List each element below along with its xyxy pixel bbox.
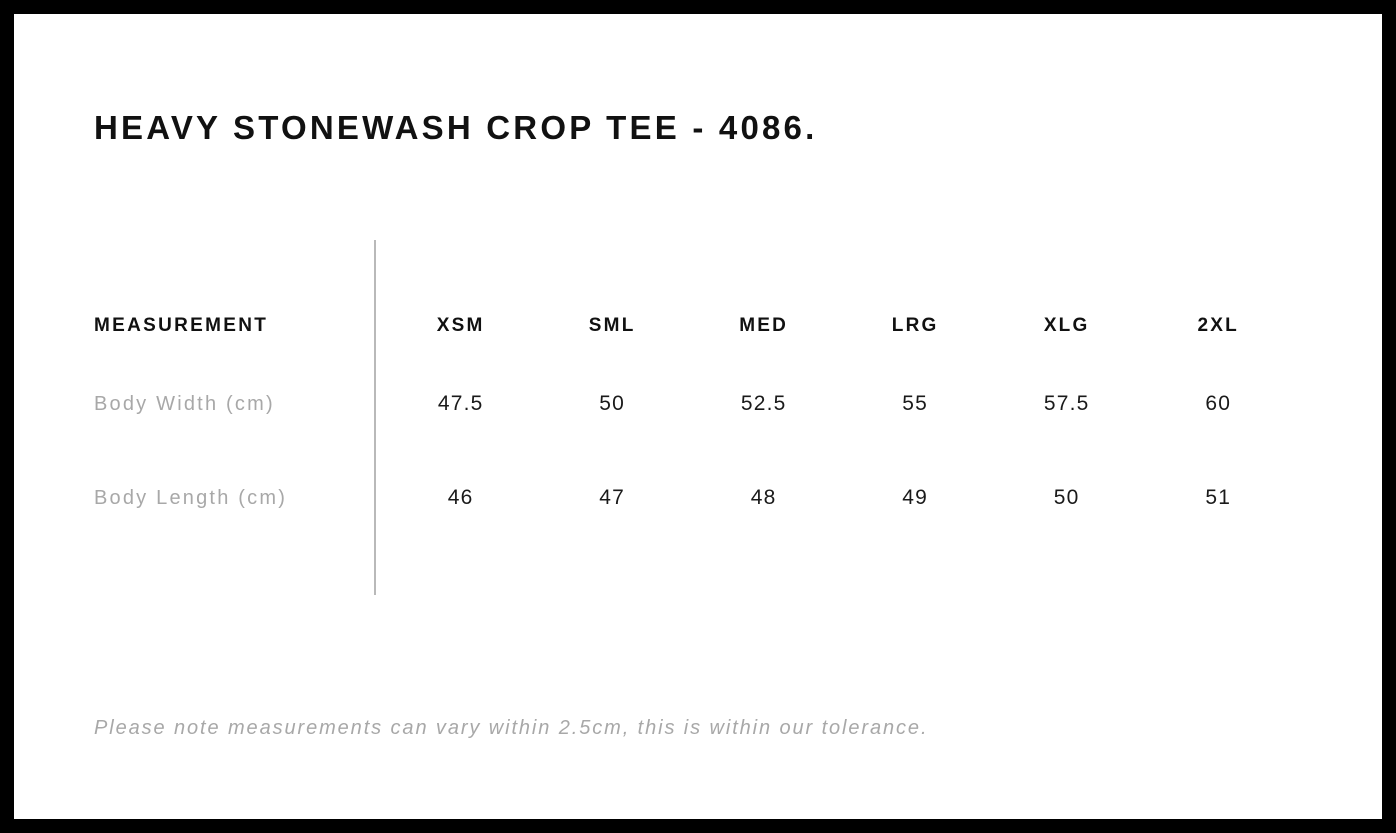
table-row [94, 357, 1294, 451]
column-header-size-xsm: XSM [436, 315, 485, 336]
column-header-size-xlg: XLG [1043, 315, 1090, 336]
table-row [94, 451, 1294, 545]
column-header-size-sml: SML [588, 315, 636, 336]
cell-body-width-xsm: 47.5 [437, 392, 484, 415]
tolerance-note: Please note measurements can vary within 2.5cm, this is within our tolerance. [94, 717, 929, 739]
page-title: HEAVY STONEWASH CROP TEE - 4086. [94, 109, 818, 146]
column-header-size-2xl: 2XL [1197, 315, 1239, 336]
cell-body-width-sml: 50 [599, 392, 626, 415]
cell-body-length-lrg: 49 [902, 486, 929, 509]
table-header-row [94, 295, 1294, 357]
cell-body-width-2xl: 60 [1205, 392, 1232, 415]
size-chart-page [14, 14, 1382, 819]
cell-body-length-sml: 47 [599, 486, 626, 509]
column-header-measurement: MEASUREMENT [94, 315, 269, 336]
cell-body-width-lrg: 55 [902, 392, 929, 415]
row-label-body-length: Body Length (cm) [94, 486, 288, 509]
size-measurement-table [94, 295, 1294, 545]
cell-body-width-xlg: 57.5 [1043, 392, 1090, 415]
cell-body-length-xsm: 46 [447, 486, 474, 509]
row-label-body-width: Body Width (cm) [94, 392, 275, 415]
cell-body-length-med: 48 [750, 486, 777, 509]
column-header-size-lrg: LRG [891, 315, 939, 336]
cell-body-width-med: 52.5 [740, 392, 787, 415]
cell-body-length-2xl: 51 [1205, 486, 1232, 509]
column-header-size-med: MED [739, 315, 789, 336]
cell-body-length-xlg: 50 [1053, 486, 1080, 509]
